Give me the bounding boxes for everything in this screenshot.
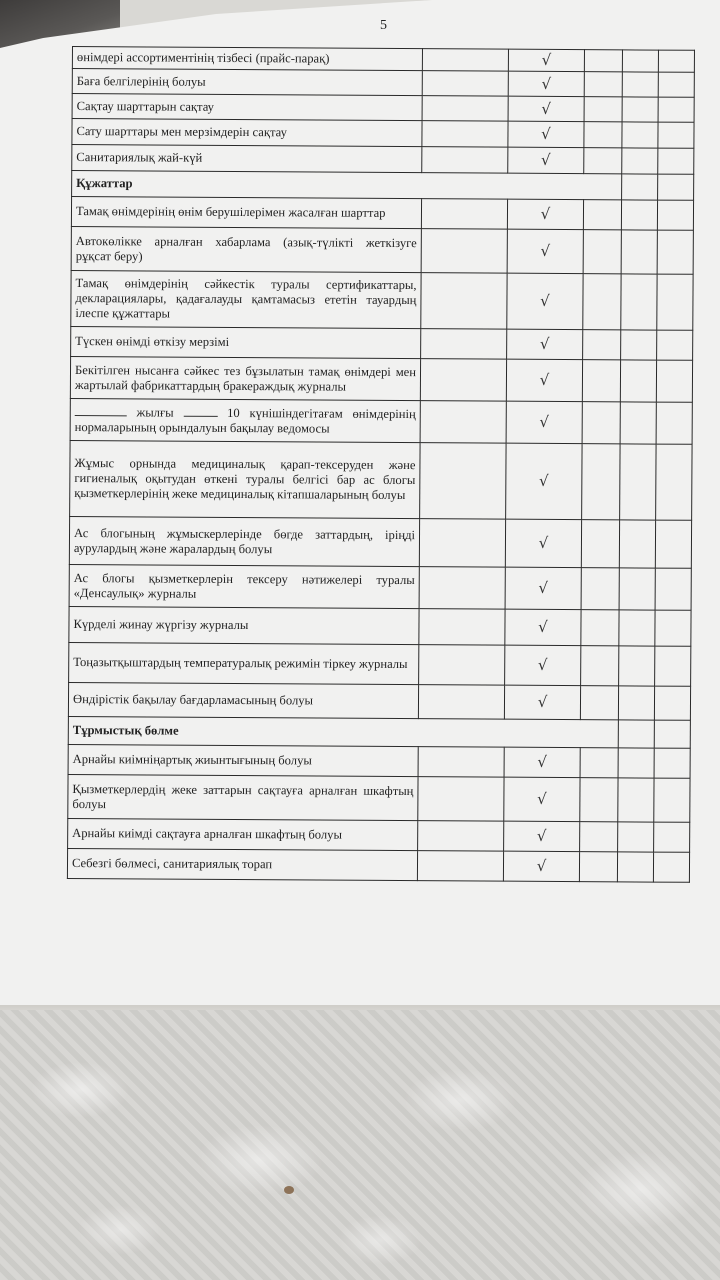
row-text: Баға белгілерінің болуы — [72, 69, 422, 96]
check-mark: √ — [507, 229, 583, 273]
check-mark: √ — [507, 273, 583, 329]
row-text: Тоңазытқыштардың температуралық режимін тіркеу журналы — [69, 642, 419, 684]
empty-cell — [422, 96, 508, 122]
empty-cell — [580, 822, 618, 852]
empty-cell — [654, 822, 690, 852]
check-mark: √ — [508, 71, 584, 96]
empty-cell — [619, 646, 655, 686]
empty-cell — [622, 174, 658, 200]
table-row — [68, 818, 690, 852]
empty-cell — [656, 444, 692, 520]
empty-cell — [419, 609, 505, 646]
empty-cell — [418, 685, 504, 720]
row-text: Арнайы киімді сақтауға арналған шкафтың болуы — [68, 818, 418, 850]
empty-cell — [584, 148, 622, 174]
empty-cell — [582, 360, 620, 402]
empty-cell — [420, 401, 506, 444]
check-mark: √ — [505, 519, 581, 567]
empty-cell — [621, 200, 657, 230]
empty-cell — [419, 645, 505, 686]
empty-cell — [418, 821, 504, 852]
empty-cell — [580, 778, 618, 822]
row-text: Автокөлікке арналған хабарлама (азық-түлікті жеткізуге рұқсат беру) — [71, 226, 421, 272]
empty-cell — [658, 174, 694, 200]
row-text — [70, 398, 420, 442]
empty-cell — [618, 778, 654, 822]
empty-cell — [583, 200, 621, 230]
table-row — [70, 398, 692, 444]
row-text: Жұмыс орнында медициналық қарап-тексеруден және гигиеналық оқытудан өткені туралы белгісі бар ас блогы қызметкерлерінің жеке медициналық кітапшаларының болуы — [70, 440, 420, 518]
check-mark: √ — [508, 96, 584, 121]
empty-cell — [583, 274, 621, 330]
empty-cell — [420, 359, 506, 402]
empty-cell — [584, 50, 622, 72]
empty-cell — [622, 148, 658, 174]
table-row — [72, 69, 694, 98]
check-mark: √ — [508, 147, 584, 173]
row-text: Сату шарттары мен мерзімдерін сақтау — [72, 119, 422, 147]
section-title: Құжаттар — [72, 171, 622, 200]
table-row — [69, 516, 691, 568]
empty-cell — [658, 97, 694, 122]
table-row — [71, 270, 693, 330]
empty-cell — [619, 520, 655, 568]
table-row — [69, 606, 691, 646]
empty-cell — [622, 122, 658, 148]
empty-cell — [654, 720, 690, 748]
empty-cell — [657, 274, 693, 330]
row-text: Бекітілген нысанға сәйкес тез бұзылатын тамақ өнімдері мен жартылай фабрикаттардың бракераждық журналы — [70, 356, 420, 400]
check-mark: √ — [504, 747, 580, 777]
empty-cell — [622, 72, 658, 97]
row-text: Санитариялық жай-күй — [72, 145, 422, 173]
check-mark: √ — [504, 685, 580, 719]
empty-cell — [417, 851, 503, 882]
empty-cell — [581, 520, 619, 568]
table-row — [70, 356, 692, 402]
check-mark: √ — [503, 851, 579, 881]
empty-cell — [658, 50, 694, 72]
empty-cell — [656, 360, 692, 402]
empty-cell — [654, 778, 690, 822]
row-text: өнімдері ассортиментінің тізбесі (прайс-парақ) — [72, 47, 422, 71]
table-row — [69, 642, 691, 686]
row-text: Себезгі бөлмесі, санитариялық торап — [67, 848, 417, 880]
table-row — [71, 226, 693, 274]
empty-cell — [657, 230, 693, 274]
table-row — [68, 682, 690, 720]
table-row — [69, 564, 691, 610]
table-row — [68, 744, 690, 778]
row-text: Тамақ өнімдерінің өнім берушілерімен жасалған шарттар — [71, 197, 421, 229]
row-text: Өндірістік бақылау бағдарламасының болуы — [68, 682, 418, 718]
table-row — [71, 197, 693, 231]
empty-cell — [618, 822, 654, 852]
row-text: Сақтау шарттарын сақтау — [72, 94, 422, 121]
row-text: Арнайы киімніңартық жиынтығының болуы — [68, 744, 418, 776]
empty-cell — [579, 852, 617, 882]
row-text: Қызметкерлердің жеке заттарын сақтауға арналған шкафтың болуы — [68, 774, 418, 820]
empty-cell — [657, 200, 693, 230]
empty-cell — [422, 121, 508, 148]
empty-cell — [422, 147, 508, 174]
check-mark: √ — [508, 121, 584, 147]
empty-cell — [420, 443, 506, 520]
empty-cell — [654, 686, 690, 720]
empty-cell — [584, 72, 622, 97]
empty-cell — [421, 329, 507, 360]
row-text: Ас блогының жұмыскерлерінде бөгде заттардың, іріңді аурулардың және жаралардың болуы — [69, 516, 419, 566]
empty-cell — [418, 747, 504, 778]
empty-cell — [622, 50, 658, 72]
empty-cell — [422, 71, 508, 97]
empty-cell — [619, 610, 655, 646]
table-row — [68, 774, 690, 822]
empty-cell — [653, 852, 689, 882]
empty-cell — [622, 97, 658, 122]
check-mark: √ — [507, 199, 583, 229]
empty-cell — [618, 720, 654, 748]
empty-cell — [657, 330, 693, 360]
empty-cell — [421, 199, 507, 230]
empty-cell — [621, 330, 657, 360]
empty-cell — [654, 748, 690, 778]
empty-cell — [618, 748, 654, 778]
empty-cell — [655, 520, 691, 568]
page-number: 5 — [380, 18, 387, 33]
table-row — [72, 94, 694, 123]
empty-cell — [658, 148, 694, 174]
check-mark: √ — [505, 645, 581, 685]
checklist-table — [67, 46, 695, 883]
check-mark: √ — [506, 359, 582, 401]
check-mark: √ — [506, 401, 582, 443]
tablecloth-background — [0, 1010, 720, 1280]
checklist-body — [67, 47, 694, 883]
empty-cell — [422, 49, 508, 72]
empty-cell — [583, 330, 621, 360]
empty-cell — [621, 274, 657, 330]
empty-cell — [421, 229, 507, 274]
empty-cell — [580, 748, 618, 778]
check-mark: √ — [507, 329, 583, 359]
check-mark: √ — [508, 49, 584, 71]
empty-cell — [419, 567, 505, 610]
empty-cell — [620, 360, 656, 402]
empty-cell — [582, 444, 620, 520]
table-row — [67, 848, 689, 882]
table-row — [72, 145, 694, 175]
empty-cell — [620, 444, 656, 520]
check-mark: √ — [506, 443, 582, 519]
empty-cell — [583, 230, 621, 274]
blank-line — [75, 405, 127, 416]
table-row — [72, 119, 694, 149]
row-text-part: жылғы — [136, 404, 174, 420]
empty-cell — [581, 568, 619, 610]
empty-cell — [618, 686, 654, 720]
row-text: Тамақ өнімдерінің сәйкестік туралы сертификаттары, декларациялары, қадағалауды қамтамасыз ететін тауардың ілеспе құжаттары — [71, 270, 421, 328]
empty-cell — [617, 852, 653, 882]
empty-cell — [584, 122, 622, 148]
empty-cell — [656, 402, 692, 444]
stain-mark — [284, 1186, 294, 1194]
empty-cell — [619, 568, 655, 610]
row-text-part: 10 күнішіндегітағам өнімдерінің нормаларының орындалуын бақылау ведомосы — [74, 405, 416, 436]
blank-line — [183, 405, 217, 416]
empty-cell — [581, 610, 619, 646]
empty-cell — [581, 646, 619, 686]
row-text: Түскен өнімді өткізу мерзімі — [71, 326, 421, 358]
section-row — [68, 716, 690, 748]
empty-cell — [582, 402, 620, 444]
check-mark: √ — [505, 567, 581, 609]
check-mark: √ — [504, 821, 580, 851]
section-row — [72, 171, 694, 201]
empty-cell — [419, 519, 505, 568]
empty-cell — [655, 568, 691, 610]
empty-cell — [421, 273, 507, 330]
empty-cell — [418, 777, 504, 822]
row-text: Ас блогы қызметкерлерін тексеру нәтижелері туралы «Денсаулық» журналы — [69, 564, 419, 608]
empty-cell — [620, 402, 656, 444]
empty-cell — [584, 97, 622, 122]
check-mark: √ — [504, 777, 580, 821]
table-row — [70, 440, 692, 520]
empty-cell — [655, 610, 691, 646]
empty-cell — [658, 72, 694, 97]
empty-cell — [658, 122, 694, 148]
empty-cell — [655, 646, 691, 686]
row-text: Күрделі жинау жүргізу журналы — [69, 606, 419, 644]
check-mark: √ — [505, 609, 581, 645]
section-title: Тұрмыстық бөлме — [68, 716, 618, 747]
table-row — [71, 326, 693, 360]
empty-cell — [580, 686, 618, 720]
empty-cell — [621, 230, 657, 274]
